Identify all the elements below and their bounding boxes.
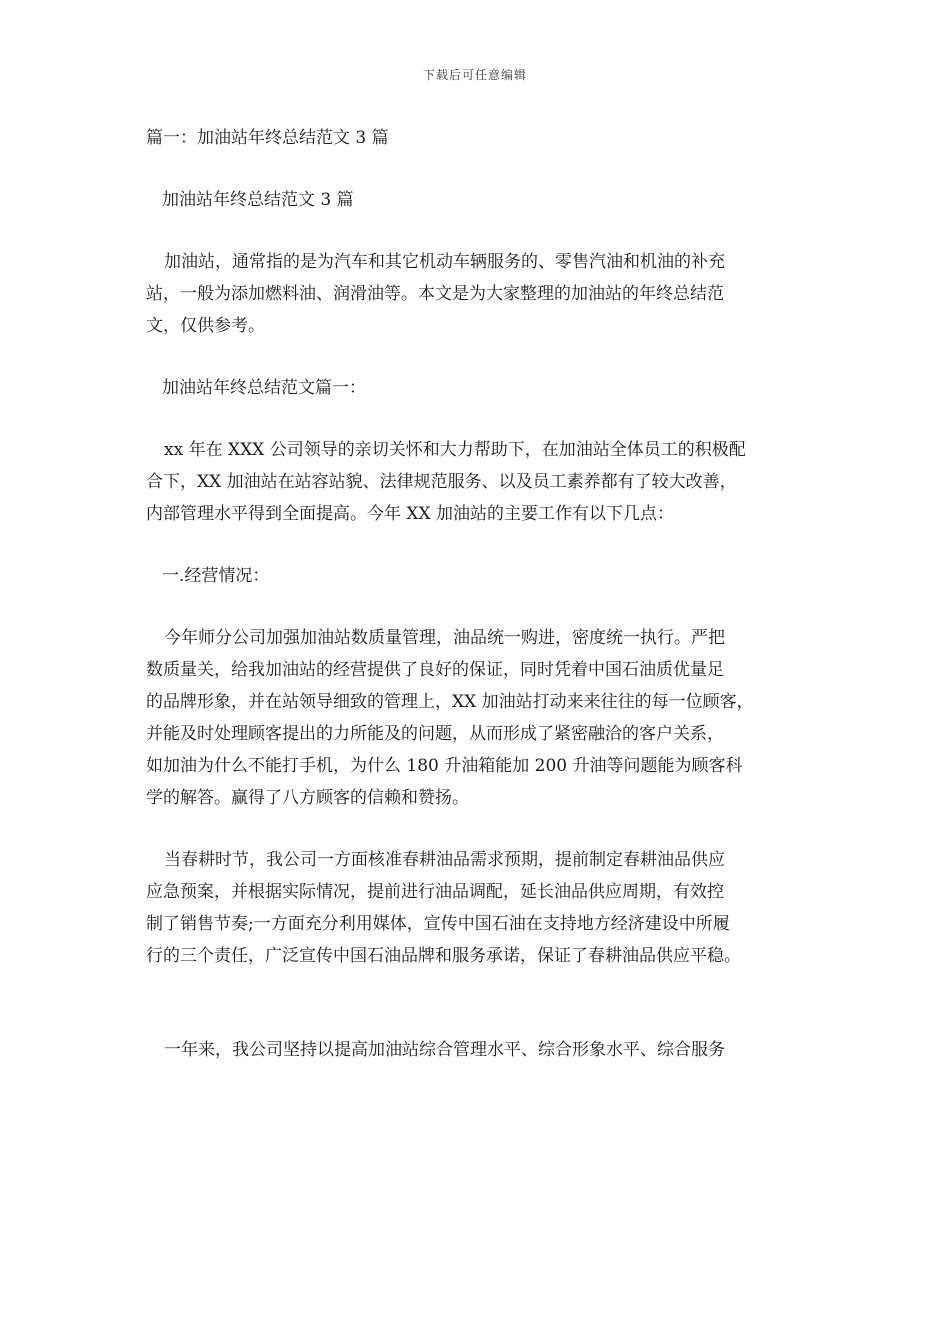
header-note: 下载后可任意编辑 bbox=[422, 68, 527, 82]
paragraph-line: 一年来，我公司坚持以提高加油站综合管理水平、综合形象水平、综合服务 bbox=[164, 1040, 725, 1060]
document-subtitle: 加油站年终总结范文 3 篇 bbox=[162, 190, 354, 210]
intro-paragraph bbox=[146, 246, 826, 342]
paragraph-line: 学的解答。赢得了八方顾客的信赖和赞扬。 bbox=[146, 788, 469, 808]
paragraph-line: xx 年在 XXX 公司领导的亲切关怀和大力帮助下，在加油站全体员工的积极配 bbox=[164, 440, 746, 460]
year-review-paragraph bbox=[146, 1034, 826, 1066]
document-body bbox=[146, 122, 826, 1066]
paragraph-line: 今年师分公司加强加油站数质量管理，油品统一购进，密度统一执行。严把 bbox=[164, 628, 725, 648]
paragraph-line: 文，仅供参考。 bbox=[146, 316, 265, 336]
summary-paragraph bbox=[146, 434, 826, 530]
part-heading: 加油站年终总结范文篇一： bbox=[162, 378, 366, 398]
paragraph-line: 站，一般为添加燃料油、润滑油等。本文是为大家整理的加油站的年终总结范 bbox=[146, 284, 724, 304]
section-heading: 一.经营情况： bbox=[162, 566, 270, 586]
paragraph-line: 当春耕时节，我公司一方面核准春耕油品需求预期，提前制定春耕油品供应 bbox=[164, 850, 725, 870]
operations-paragraph bbox=[146, 622, 826, 814]
paragraph-line: 并能及时处理顾客提出的力所能及的问题，从而形成了紧密融洽的客户关系， bbox=[146, 724, 724, 744]
paragraph-line: 应急预案，并根据实际情况，提前进行油品调配，延长油品供应周期，有效控 bbox=[146, 882, 724, 902]
document-title: 篇一：加油站年终总结范文 3 篇 bbox=[146, 128, 389, 148]
paragraph-line: 行的三个责任，广泛宣传中国石油品牌和服务承诺，保证了春耕油品供应平稳。 bbox=[146, 946, 741, 966]
paragraph-line: 内部管理水平得到全面提高。今年 XX 加油站的主要工作有以下几点： bbox=[146, 504, 675, 524]
spring-plowing-paragraph bbox=[146, 844, 826, 972]
paragraph-line: 如加油为什么不能打手机，为什么 180 升油箱能加 200 升油等问题能为顾客科 bbox=[146, 756, 743, 776]
paragraph-line: 数质量关，给我加油站的经营提供了良好的保证，同时凭着中国石油质优量足 bbox=[146, 660, 724, 680]
paragraph-line: 制了销售节奏;一方面充分利用媒体，宣传中国石油在支持地方经济建设中所履 bbox=[146, 914, 730, 934]
paragraph-line: 加油站，通常指的是为汽车和其它机动车辆服务的、零售汽油和机油的补充 bbox=[164, 252, 725, 272]
paragraph-line: 合下，XX 加油站在站容站貌、法律规范服务、以及员工素养都有了较大改善， bbox=[146, 472, 737, 492]
paragraph-line: 的品牌形象，并在站领导细致的管理上，XX 加油站打动来来往往的每一位顾客， bbox=[146, 692, 754, 712]
